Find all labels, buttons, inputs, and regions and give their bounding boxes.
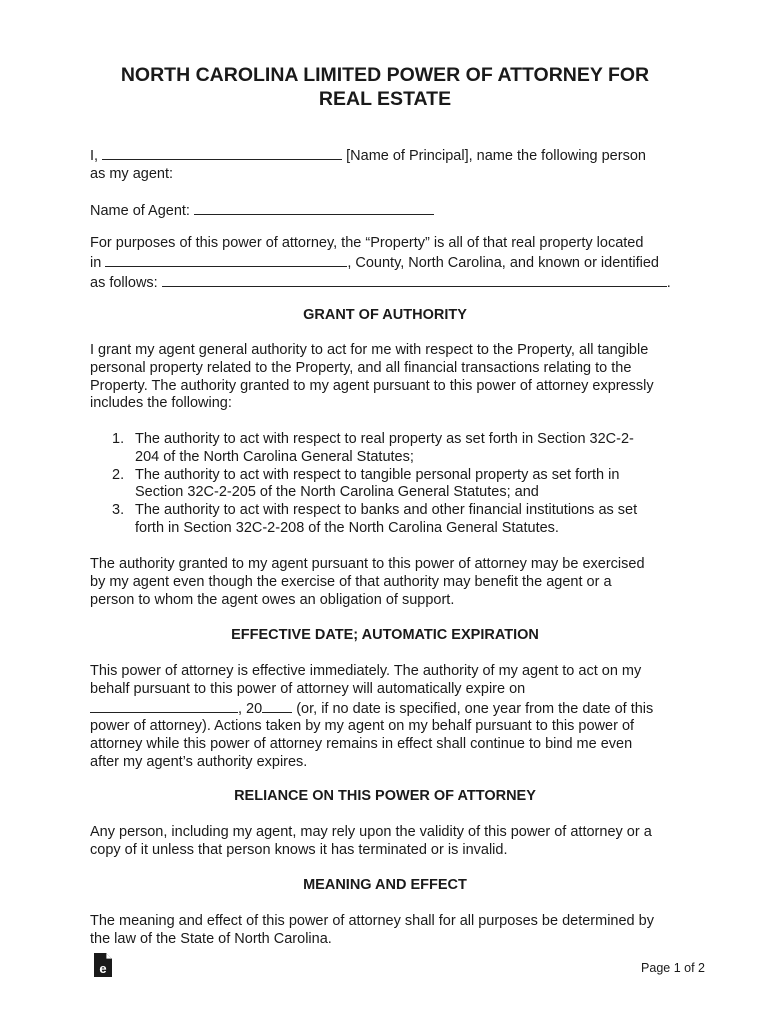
principal-line-2: as my agent:	[90, 165, 174, 182]
property-line-3-suffix: .	[666, 274, 671, 291]
property-as-follows: as follows:	[90, 274, 158, 291]
grant-closing-paragraph	[90, 556, 690, 609]
list-item-line: The authority to act with respect to tangible personal property as set forth in	[135, 466, 620, 483]
agent-name-blank[interactable]	[194, 201, 434, 215]
grant-line: Property. The authority granted to my agent pursuant to this power of attorney expressly	[90, 377, 654, 394]
svg-text:e: e	[99, 961, 107, 976]
principal-section	[90, 146, 690, 184]
list-item	[90, 467, 690, 503]
list-item-line: The authority to act with respect to banks and other financial institutions as set	[135, 502, 638, 519]
grant-line: I grant my agent general authority to act for me with respect to the Property, all tangible	[90, 342, 649, 358]
effective-line: power of attorney). Actions taken by my agent on my behalf pursuant to this power of	[90, 718, 635, 735]
list-item	[90, 502, 690, 538]
list-number: 3.	[112, 502, 125, 519]
title-line-1: NORTH CAROLINA LIMITED POWER OF ATTORNEY FOR	[120, 64, 650, 86]
authority-list	[90, 431, 690, 538]
agent-label: Name of Agent:	[90, 203, 190, 219]
meaning-line: the law of the State of North Carolina.	[90, 930, 332, 947]
closing-line: by my agent even though the exercise of that authority may benefit the agent or a	[90, 573, 612, 590]
expiration-date-blank[interactable]	[90, 699, 238, 713]
effective-line: after my agent’s authority expires.	[90, 753, 308, 770]
expiration-year-blank[interactable]	[262, 699, 292, 713]
agent-section	[90, 201, 690, 221]
meaning-line: The meaning and effect of this power of attorney shall for all purposes be determined by	[90, 913, 654, 929]
grant-heading: GRANT OF AUTHORITY	[303, 307, 467, 323]
document-title	[60, 63, 710, 111]
property-in-prefix: in	[90, 254, 102, 271]
page-number: Page 1 of 2	[641, 961, 705, 975]
grant-line: includes the following:	[90, 395, 232, 412]
list-item-line: 204 of the North Carolina General Statutes;	[135, 448, 414, 465]
closing-line: The authority granted to my agent pursuant to this power of attorney may be exercised	[90, 556, 645, 572]
list-number: 2.	[112, 466, 125, 483]
list-number: 1.	[112, 431, 125, 447]
principal-name-blank[interactable]	[102, 146, 342, 160]
effective-line: attorney while this power of attorney remains in effect shall continue to bind me even	[90, 736, 633, 753]
meaning-heading: MEANING AND EFFECT	[303, 877, 467, 893]
property-description-blank[interactable]	[162, 273, 667, 287]
reliance-line: Any person, including my agent, may rely upon the validity of this power of attorney or a	[90, 824, 652, 840]
effective-line-1: This power of attorney is effective immediately. The authority of my agent to act on my	[90, 663, 642, 679]
principal-suffix: [Name of Principal], name the following person	[346, 148, 646, 164]
eforms-logo-icon	[94, 953, 112, 977]
county-blank[interactable]	[105, 253, 347, 267]
property-section	[90, 235, 690, 292]
closing-line: person to whom the agent owes an obligation of support.	[90, 591, 455, 608]
effective-line-2: behalf pursuant to this power of attorney will automatically expire on	[90, 680, 526, 697]
grant-line: personal property related to the Property, and all financial transactions relating to the	[90, 359, 632, 376]
property-line-1: For purposes of this power of attorney, the “Property” is all of that real property located	[90, 235, 644, 251]
list-item-line: forth in Section 32C-2-208 of the North Carolina General Statutes.	[135, 519, 559, 536]
reliance-heading: RELIANCE ON THIS POWER OF ATTORNEY	[234, 788, 536, 804]
list-item-line: The authority to act with respect to real property as set forth in Section 32C-2-	[135, 431, 634, 447]
property-line-2-suffix: , County, North Carolina, and known or identified	[347, 254, 659, 271]
list-item-line: Section 32C-2-205 of the North Carolina General Statutes; and	[135, 484, 539, 501]
principal-prefix: I,	[90, 148, 99, 164]
grant-paragraph	[90, 342, 690, 413]
meaning-paragraph	[90, 913, 690, 949]
effective-line-3-suffix: (or, if no date is specified, one year from the date of this	[296, 700, 654, 717]
effective-paragraph	[90, 663, 690, 772]
reliance-line: copy of it unless that person knows it has terminated or is invalid.	[90, 841, 508, 858]
effective-year-prefix: , 20	[238, 700, 263, 717]
list-item	[90, 431, 690, 467]
title-line-2: REAL ESTATE	[318, 88, 452, 110]
effective-heading: EFFECTIVE DATE; AUTOMATIC EXPIRATION	[231, 627, 539, 643]
reliance-paragraph	[90, 824, 690, 860]
